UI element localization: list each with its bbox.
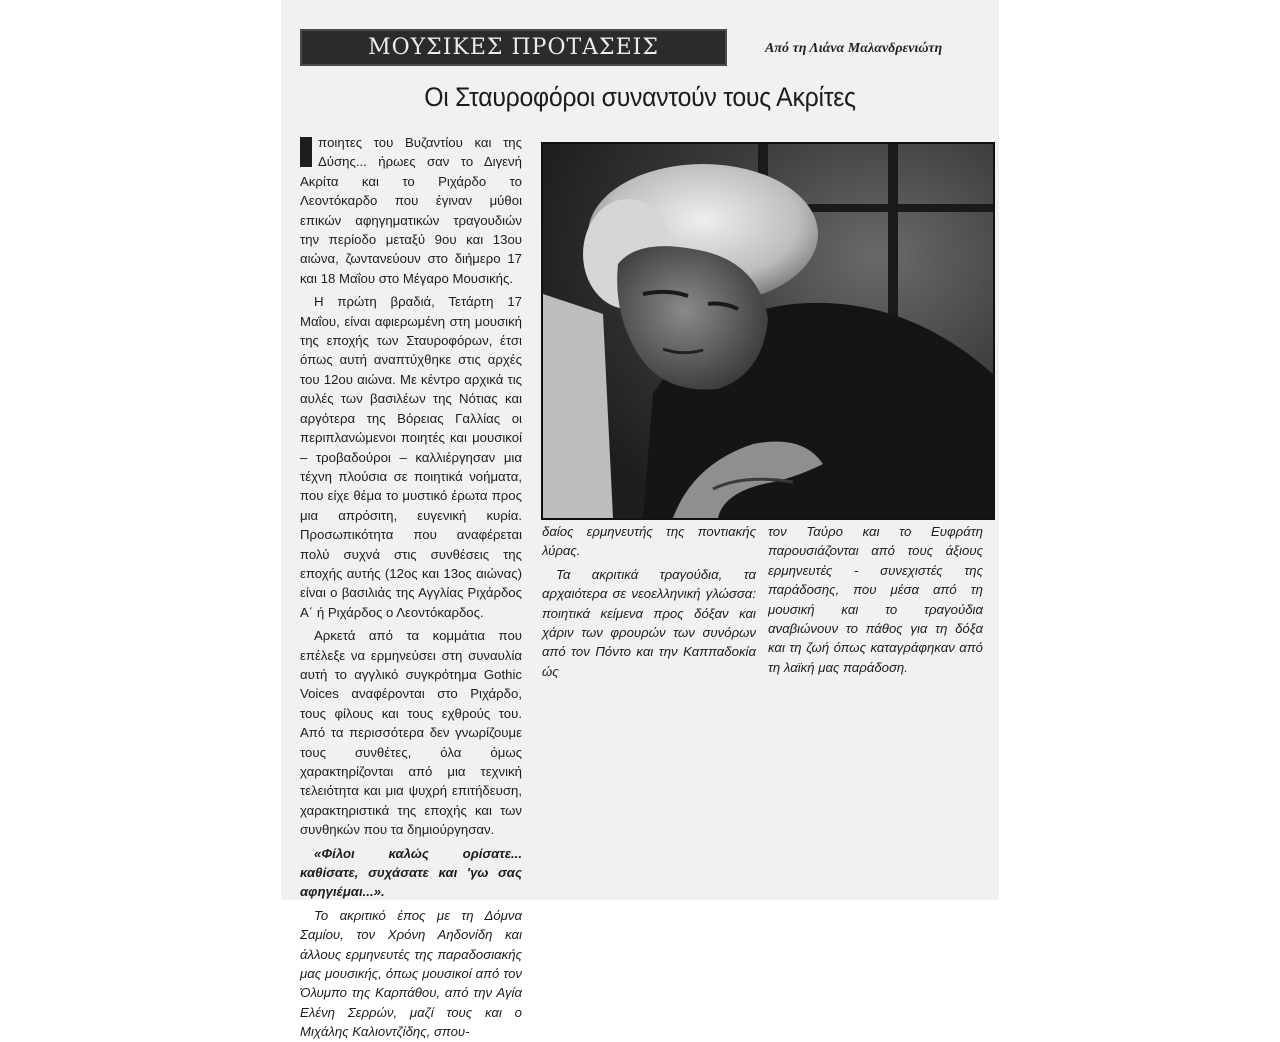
- paragraph: Η πρώτη βραδιά, Τετάρτη 17 Μαΐου, είναι αφιερωμένη στη μουσική της εποχής των Σταυροφόρων, έτσι όπως αυτή αναπτύχθηκε στις αρχές του 12ου αιώνα. Με κέντρο αρχικά τις αυλές των βασιλέων της Νότιας και αργότερα της Βόρειας Γαλλίας οι περιπλανώμενοι ποιητές και μουσικοί – τροβαδούροι – καλλιέργησαν μια τέχνη πλούσια σε ποιητικά νοήματα, που είχε θέμα το μυστικό έρωτα προς μια απρόσιτη, ευγενική κυρία. Προσωπικότητα που αναφέρεται πολύ συχνά στις συνθέσεις της εποχής αυτής (12ος και 13ος αιώνας) είναι ο βασιλιάς της Αγγλίας Ριχάρδος Α΄ ή Ριχάρδος ο Λεοντόκαρδος.: [300, 294, 522, 620]
- headline: Οι Σταυροφόροι συναντούν τους Ακρίτες: [424, 82, 856, 112]
- newspaper-clipping: [281, 0, 999, 1040]
- article-column-3: [768, 522, 983, 677]
- portrait-photo: [541, 142, 995, 520]
- paragraph: πoιητες του Βυζαντίου και της Δύσης... ήρωες σαν το Διγενή Ακρίτα και το Ριχάρδο το Λεοντόκαρδο που έγιναν μύθοι επικών αφηγηματικών τραγουδιών την περίοδο μεταξύ 9ου και 13ου αιώνα, ζωντανεύουν στο διήμερο 17 και 18 Μαΐου στο Μέγαρο Μουσικής.: [300, 135, 522, 286]
- paragraph: τον Ταύρο και το Ευφράτη παρουσιάζονται από τους άξιους ερμηνευτές - συνεχιστές της παράδοσης, που μέσα από τη μουσική και το τραγούδια αναβιώνουν το πάθος για τη δόξα και τη ζωή όπως καταγράφηκαν από τη λαϊκή μας παράδοση.: [768, 524, 983, 675]
- section-rubric: ΜΟΥΣΙΚΕΣ ΠΡΟΤΑΣΕΙΣ: [300, 29, 727, 66]
- drop-cap-bar: [300, 137, 312, 167]
- paragraph: Το ακριτικό έπος με τη Δόμνα Σαμίου, τον Χρόνη Αηδονίδη και άλλους ερμηνευτές της παραδοσιακής μας μουσικής, όπως μουσικοί από τον Όλυμπο της Καρπάθου, από την Αγία Ελένη Σερρών, μαζί τους και ο Μιχάλης Καλιοντζίδης, σπου-: [300, 907, 522, 1040]
- portrait-image: [543, 144, 993, 518]
- article-column-1: [300, 133, 522, 1042]
- quote-paragraph: «Φίλοι καλώς ορίσατε... καθίσατε, συχάσατε και 'γω σας αφηγιέμαι...».: [300, 845, 522, 900]
- paragraph: Τα ακριτικά τραγούδια, τα αρχαιότερα σε νεοελληνική γλώσσα: ποιητικά κείμενα προς δόξαν και χάριν των φρουρών των συνόρων από τον Πόντο και την Καππαδοκία ώς: [542, 566, 756, 679]
- paragraph: Αρκετά από τα κομμάτια που επέλεξε να ερμηνεύσει στη συναυλία αυτή το αγγλικό συγκρότημα Gothic Voices αναφέρονται στο Ριχάρδο, τους φίλους και τους εχθρούς του. Από τα περισσότερα δεν γνωρίζουμε τους συνθέτες, όλα όμως χαρακτηρίζονται από μια τεχνική τελειότητα και μια ψυχρή επιτήδευση, χαρακτηριστικά της εποχής και των συνθηκών που τα δημιούργησαν.: [300, 628, 522, 838]
- byline: Από τη Λιάνα Μαλανδρενιώτη: [765, 41, 943, 56]
- article-column-2: [542, 522, 756, 681]
- paragraph: δαίος ερμηνευτής της ποντιακής λύρας.: [542, 524, 756, 559]
